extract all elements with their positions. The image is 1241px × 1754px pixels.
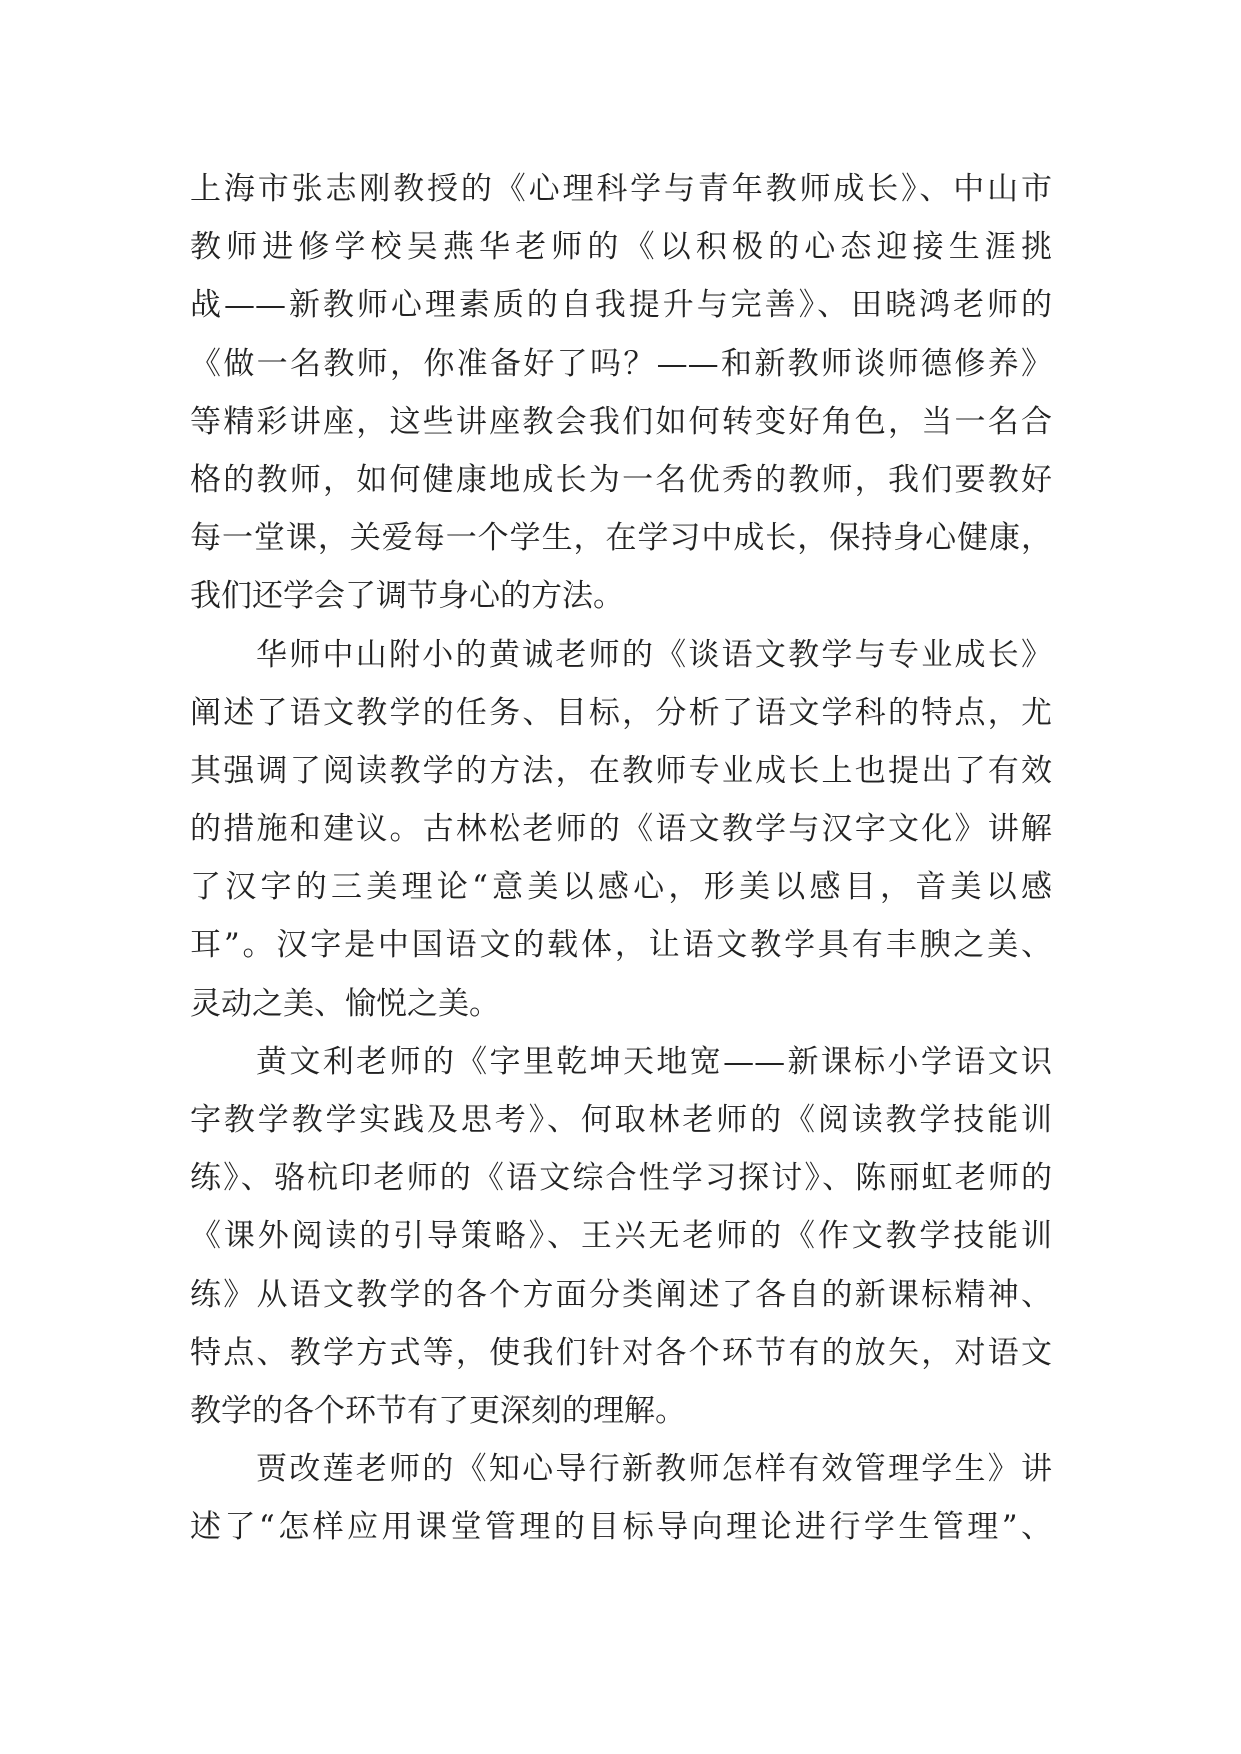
text-line: 其强调了阅读教学的方法，在教师专业成长上也提出了有效 [190,752,1052,789]
text-line: 特点、教学方式等，使我们针对各个环节有的放矢，对语文 [190,1334,1052,1371]
paragraph-first-line: 黄文利老师的《字里乾坤天地宽——新课标小学语文识 [256,1043,1052,1080]
text-line: 耳”。汉字是中国语文的载体，让语文教学具有丰腴之美、 [190,927,1052,964]
text-line: 等精彩讲座，这些讲座教会我们如何转变好角色，当一名合 [190,403,1052,440]
text-line: 了汉字的三美理论“意美以感心，形美以感目，音美以感 [190,869,1052,906]
text-line: 练》从语文教学的各个方面分类阐述了各自的新课标精神、 [190,1276,1052,1313]
text-line: 教师进修学校吴燕华老师的《以积极的心态迎接生涯挑 [190,229,1052,266]
paragraph-first-line: 华师中山附小的黄诚老师的《谈语文教学与专业成长》 [256,636,1052,673]
text-line: 的措施和建议。古林松老师的《语文教学与汉字文化》讲解 [190,811,1052,848]
text-line: 灵动之美、愉悦之美。 [190,985,500,1022]
text-line: 《做一名教师，你准备好了吗？——和新教师谈师德修养》 [190,345,1052,382]
text-line: 上海市张志刚教授的《心理科学与青年教师成长》、中山市 [190,171,1052,207]
text-line: 格的教师，如何健康地成长为一名优秀的教师，我们要教好 [190,461,1052,498]
text-line: 教学的各个环节有了更深刻的理解。 [190,1392,686,1429]
text-line: 练》、骆杭印老师的《语文综合性学习探讨》、陈丽虹老师的 [190,1160,1052,1197]
text-line: 阐述了语文教学的任务、目标，分析了语文学科的特点，尤 [190,694,1052,731]
paragraph-first-line: 贾改莲老师的《知心导行新教师怎样有效管理学生》讲 [256,1451,1052,1488]
text-line: 述了“怎样应用课堂管理的目标导向理论进行学生管理”、 [190,1509,1052,1546]
text-line: 我们还学会了调节身心的方法。 [190,578,624,615]
body-text [190,160,1052,1557]
text-line: 字教学教学实践及思考》、何取林老师的《阅读教学技能训 [190,1102,1052,1138]
text-line: 《课外阅读的引导策略》、王兴无老师的《作文教学技能训 [190,1218,1052,1255]
text-line: 战——新教师心理素质的自我提升与完善》、田晓鸿老师的 [190,287,1052,324]
text-line: 每一堂课，关爱每一个学生，在学习中成长，保持身心健康， [190,520,1052,557]
